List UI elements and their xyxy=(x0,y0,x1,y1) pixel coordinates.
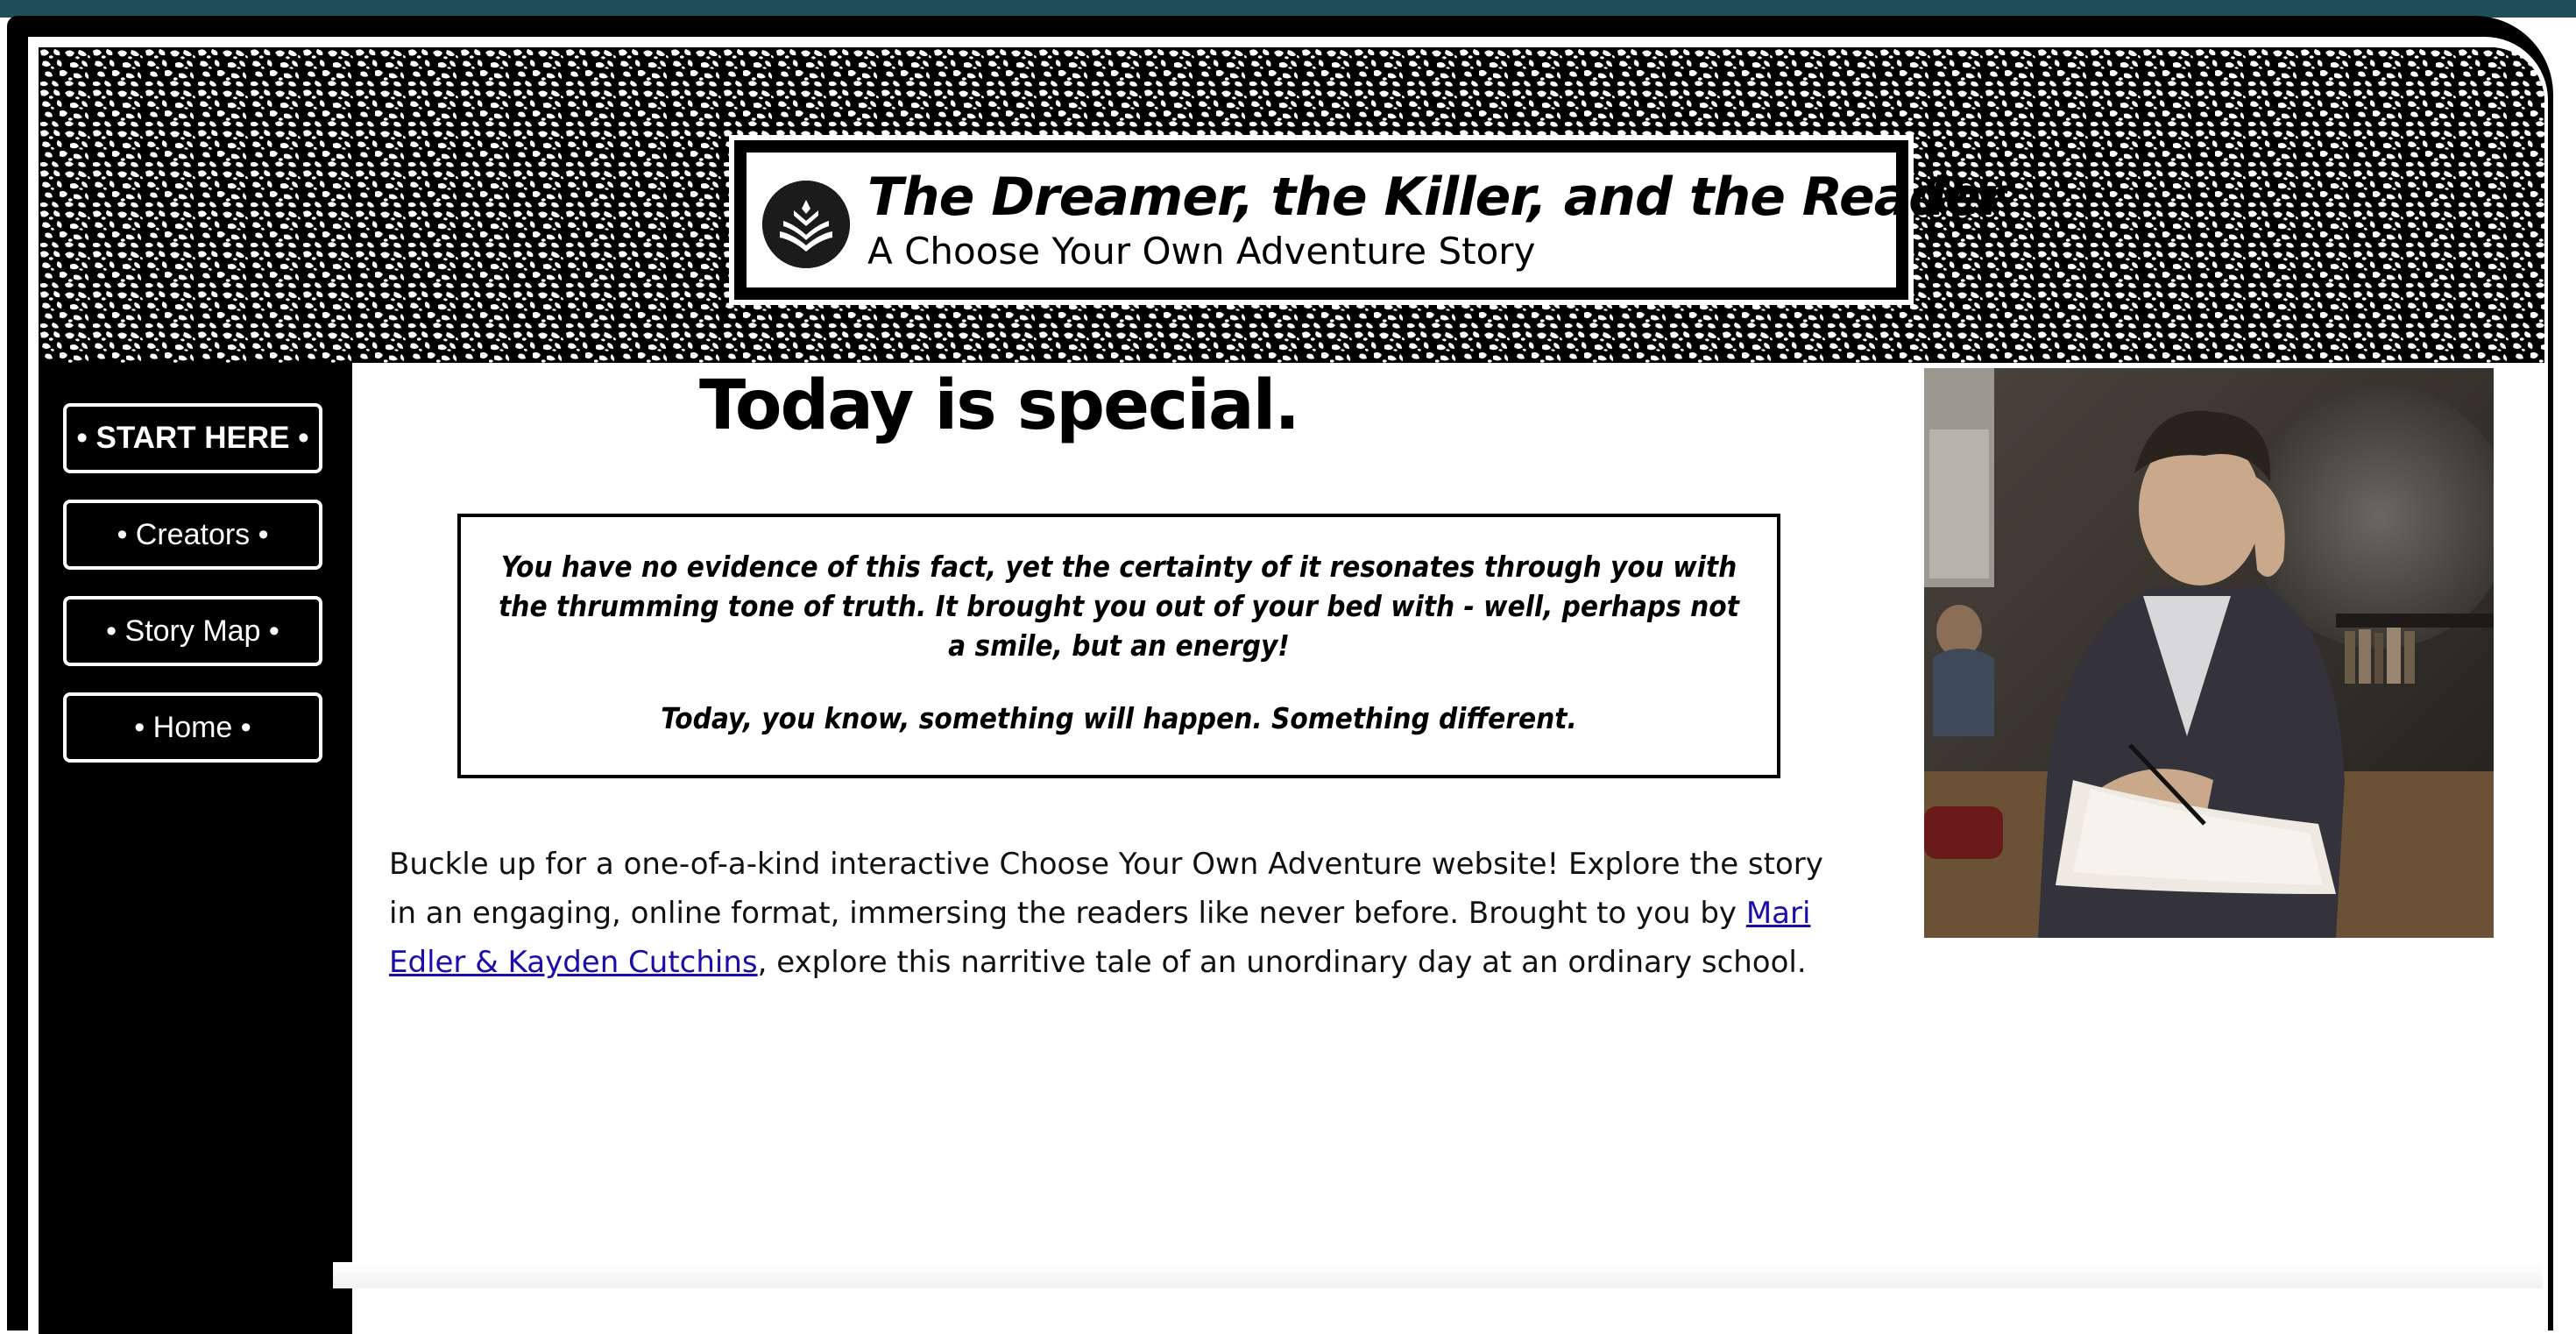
nav-home-button[interactable]: • Home • xyxy=(63,692,322,763)
intro-paragraph xyxy=(389,840,1844,987)
creators-link[interactable]: Mari Edler & Kayden Cutchins xyxy=(389,896,1811,980)
quote-box xyxy=(457,514,1780,778)
nav-start-here-button[interactable]: • START HERE • xyxy=(63,403,322,473)
bottom-edge xyxy=(333,1262,2543,1288)
title-box xyxy=(734,140,2006,300)
quote-paragraph-2: Today, you know, something will happen. Something different. xyxy=(661,701,1577,735)
nav-creators-button[interactable]: • Creators • xyxy=(63,500,322,570)
open-book-logo-icon[interactable] xyxy=(762,181,850,268)
site-subtitle: A Choose Your Own Adventure Story xyxy=(867,230,1536,273)
student-writing-at-desk-image xyxy=(1924,368,2494,938)
quote-paragraph-1: You have no evidence of this fact, yet the certainty of it resonates through you with the thrumming tone of truth. It brought you out of your bed with - well, perhaps not a smile, but an energy! xyxy=(499,550,1739,663)
browser-top-strip xyxy=(0,0,2576,18)
intro-text-after: , explore this narritive tale of an unordinary day at an ordinary school. xyxy=(757,945,1807,980)
site-title: The Dreamer, the Killer, and the Reader xyxy=(867,167,2006,228)
nav-story-map-button[interactable]: • Story Map • xyxy=(63,596,322,666)
sidebar-nav xyxy=(39,363,352,1334)
intro-text-before: Buckle up for a one-of-a-kind interactive Choose Your Own Adventure website! Explore the story in an engaging, online format, immersing the readers like never before. Brought to you by xyxy=(389,847,1823,931)
header-banner xyxy=(39,47,2544,363)
page-heading: Today is special. xyxy=(699,366,1299,445)
